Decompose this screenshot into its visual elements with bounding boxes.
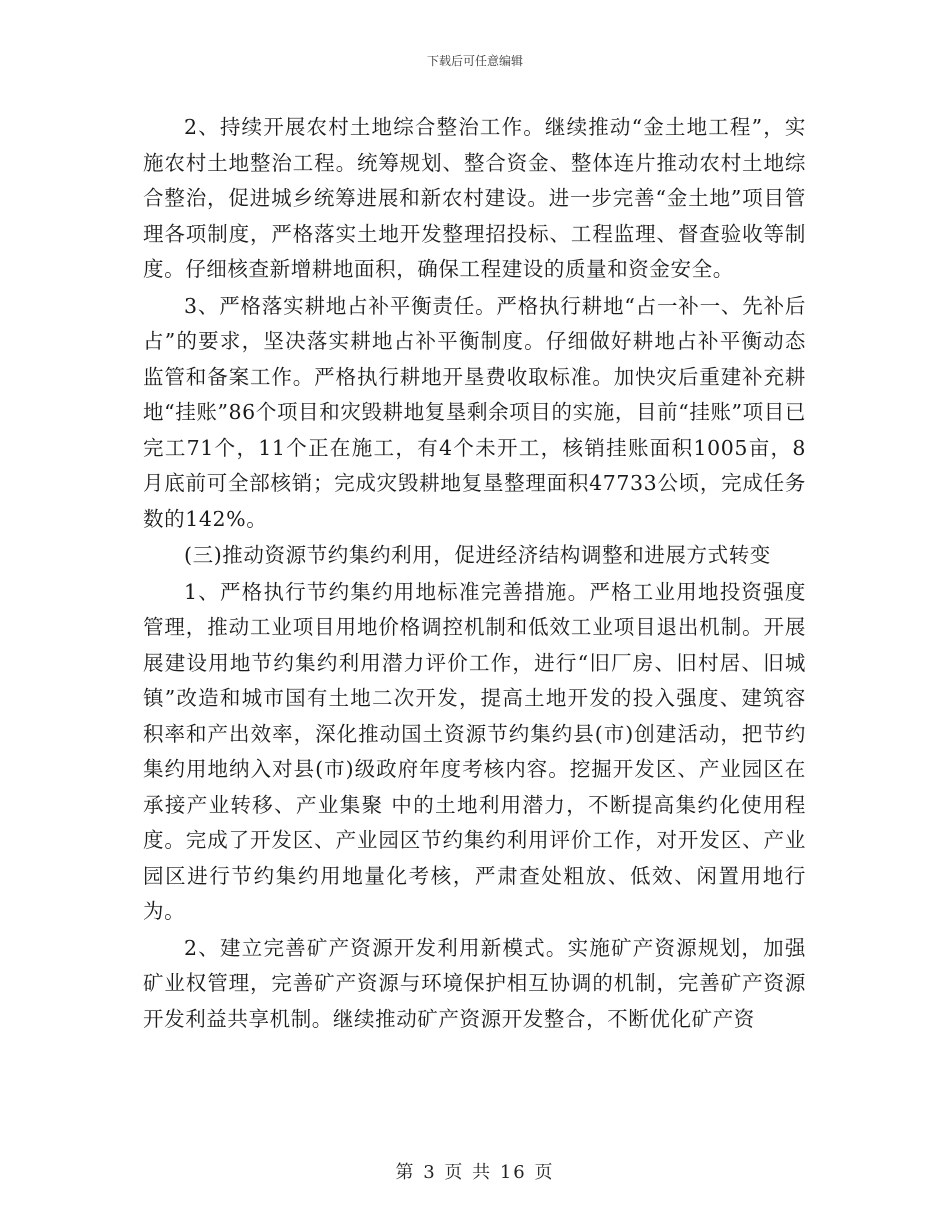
section-heading-resource-saving: (三)推动资源节约集约利用，促进经济结构调整和进展方式转变 (184, 543, 771, 567)
document-body (143, 110, 806, 1037)
page-number: 第 3 页 共 16 页 (395, 1162, 555, 1183)
paragraph-mineral-resources: 2、建立完善矿产资源开发利用新模式。实施矿产资源规划，加强矿业权管理，完善矿产资源与环境保护相互协调的机制，完善矿产资源开发利益共享机制。继续推动矿产资源开发整合，不断优化矿产资 (143, 935, 806, 1031)
paragraph-farmland-balance: 3、严格落实耕地占补平衡责任。严格执行耕地“占一补一、先补后占”的要求，坚决落实耕地占补平衡制度。仔细做好耕地占补平衡动态监管和备案工作。严格执行耕地开垦费收取标准。加快灾后重建补充耕地“挂账”86个项目和灾毁耕地复垦剩余项目的实施，目前“挂账”项目已完工71个，11个正在施工，有4个未开工，核销挂账面积1005亩，8月底前可全部核销；完成灾毁耕地复垦整理面积47733公顷，完成任务数的142%。 (143, 293, 806, 531)
paragraph-land-consolidation: 2、持续开展农村土地综合整治工作。继续推动“金土地工程”，实施农村土地整治工程。统筹规划、整合资金、整体连片推动农村土地综合整治，促进城乡统筹进展和新农村建设。进一步完善“金土地”项目管理各项制度，严格落实土地开发整理招投标、工程监理、督查验收等制度。仔细核查新增耕地面积，确保工程建设的质量和资金安全。 (143, 115, 806, 281)
page-header: 下载后可任意编辑 (426, 54, 523, 68)
paragraph-land-use-standards: 1、严格执行节约集约用地标准完善措施。严格工业用地投资强度管理，推动工业项目用地价格调控机制和低效工业项目退出机制。开展展建设用地节约集约利用潜力评价工作，进行“旧厂房、旧村居、旧城镇”改造和城市国有土地二次开发，提高土地开发的投入强度、建筑容积率和产出效率，深化推动国土资源节约集约县(市)创建活动，把节约集约用地纳入对县(市)级政府年度考核内容。挖掘开发区、产业园区在承接产业转移、产业集聚 中的土地利用潜力，不断提高集约化使用程度。完成了开发区、产业园区节约集约利用评价工作，对开发区、产业园区进行节约集约用地量化考核，严肃查处粗放、低效、闲置用地行为。 (143, 579, 806, 923)
